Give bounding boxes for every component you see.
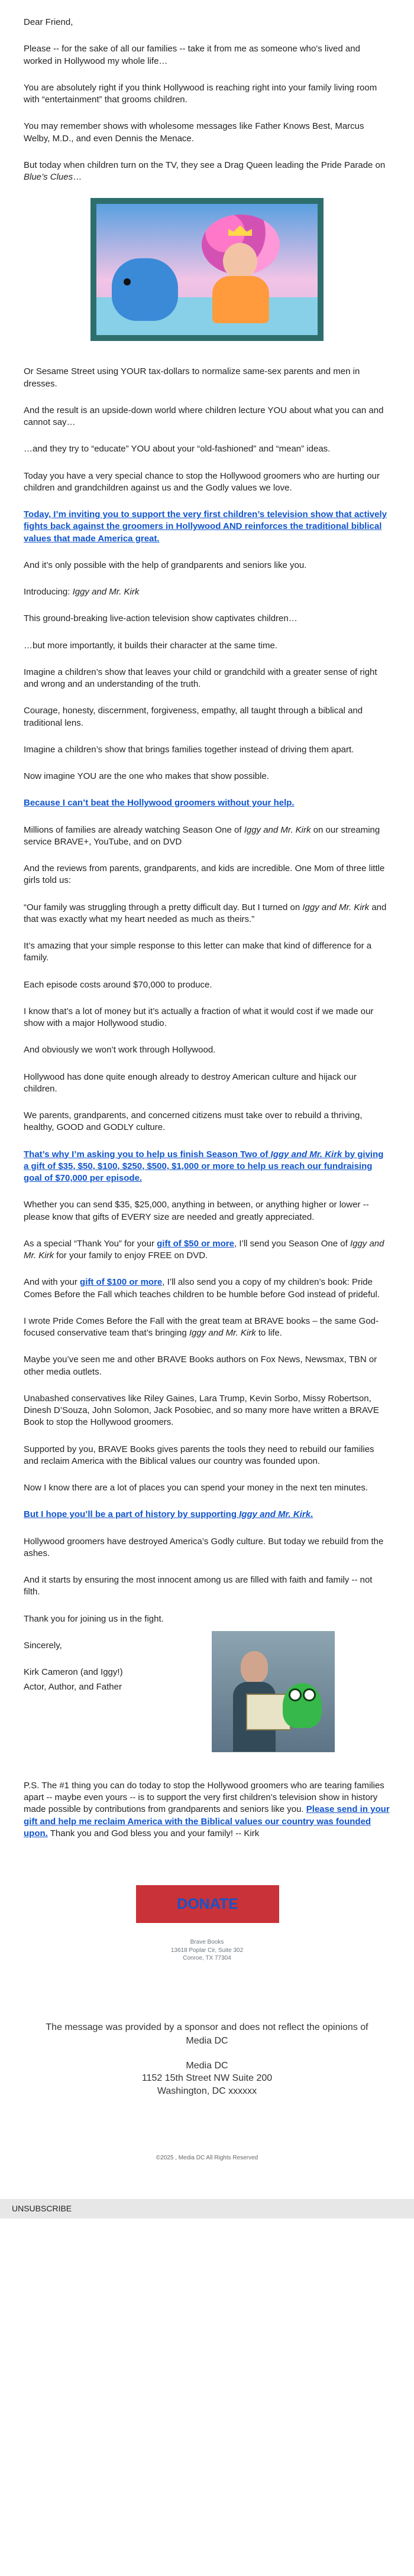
letter-paragraph: Hollywood groomers have destroyed America’s Godly culture. But today we rebuild from the ashes. [24,1536,384,1558]
signature-lines [24,1640,123,1697]
gift-hundred-link[interactable]: gift of $100 or more [80,1277,163,1288]
signature-block [24,1640,390,1765]
kirk-cameron-with-iggy-image [212,1631,335,1752]
letter-paragraph: Hollywood has done quite enough already to destroy American culture and hijack our children. [24,1071,357,1094]
show-title: Iggy and Mr. Kirk [244,824,311,835]
unsubscribe-link[interactable]: UNSUBSCRIBE [12,2203,72,2213]
signer-title: Actor, Author, and Father [24,1682,122,1693]
letter-paragraph: You are absolutely right if you think Hollywood is reaching right into your family living room with “entertainment” that grooms children. [24,82,377,105]
letter-paragraph [24,160,390,184]
character-face [223,243,257,280]
letter-paragraph: Now I know there are a lot of places you can spend your money in the next ten minutes. [24,1483,368,1493]
postscript-text: Thank you and God bless you and your family! -- Kirk [47,1828,260,1838]
letter-paragraph [24,797,390,809]
greeting: Dear Friend, [24,17,73,27]
testimonial-paragraph [24,902,390,926]
company-street: 1152 15th Street NW Suite 200 [141,2073,273,2084]
letter-paragraph [24,1315,390,1340]
link-fragment: But I hope you’ll be a part of history by supporting [24,1509,240,1520]
sponsor-footer [0,1963,414,2098]
text-fragment: and that was exactly what my heart needed as much as theirs.” [24,902,387,924]
show-title: Iggy and Mr. Kirk [239,1509,311,1520]
text-fragment: Introducing: [24,587,73,597]
letter-paragraph: And obviously we won’t work through Hollywood. [24,1045,216,1055]
letter-paragraph: …but more importantly, it builds their character at the same time. [24,640,278,651]
letter-paragraph: And it starts by ensuring the most innocent among us are filled with faith and family -- not filth. [24,1575,373,1597]
letter-paragraph: Imagine a children’s show that leaves your child or grandchild with a greater sense of right and wrong and an understanding of the truth. [24,667,377,689]
drag-queen-character [202,215,280,323]
brave-books-address [24,1923,390,1963]
company-name: Media DC [186,2060,228,2071]
postscript [24,1780,390,1840]
blue-dog-character [112,258,178,321]
text-fragment: But today when children turn on the TV, they see a Drag Queen leading the Pride Parade on [24,160,386,170]
donation-amount-link[interactable] [24,1149,383,1184]
text-fragment: Millions of families are already watching Season One of [24,824,244,835]
letter-paragraph: Imagine a children’s show that brings families together instead of driving them apart. [24,744,354,755]
need-help-link[interactable]: Because I can’t beat the Hollywood groomers without your help. [24,798,295,808]
letter-paragraph: Please -- for the sake of all our families -- take it from me as someone who's lived and worked in Hollywood my whole life… [24,44,360,66]
show-title: Blue’s Clues [24,172,73,182]
show-title: Iggy and Mr. Kirk [270,1149,342,1159]
letter-paragraph: And the result is an upside-down world where children lecture YOU about what you can and cannot say… [24,405,384,427]
donate-button[interactable]: DONATE [136,1885,279,1923]
letter-paragraph: It’s amazing that your simple response to this letter can make that kind of difference for a family. [24,941,372,963]
support-history-link[interactable] [24,1509,313,1519]
letter-paragraph: Or Sesame Street using YOUR tax-dollars to normalize same-sex parents and men in dresses. [24,366,360,389]
link-fragment: by giving a gift of $35, $50, $100, $250, $500, $1,000 or more to help us reach our fundraising goal of $70,000 per episode. [24,1149,384,1183]
letter-paragraph: Supported by you, BRAVE Books gives parents the tools they need to rebuild our families and reclaim America with the Biblical values our country was founded upon. [24,1444,374,1466]
iggy-puppet-icon [283,1683,322,1728]
letter-paragraph [24,1509,390,1521]
letter-paragraph [24,586,390,598]
text-fragment: , I’ll send you Season One of [234,1238,350,1249]
text-fragment: on our streaming service BRAVE+, YouTube, and on DVD [24,824,380,847]
link-fragment: . [310,1509,313,1520]
letter-paragraph: We parents, grandparents, and concerned citizens must take over to rebuild a thriving, healthy, GOOD and GODLY culture. [24,1110,363,1133]
gift-fifty-link[interactable]: gift of $50 or more [157,1238,234,1249]
letter-paragraph: Thank you for joining us in the fight. [24,1613,164,1624]
support-show-link[interactable]: Today, I’m inviting you to support the very first children’s television show that actively fights back against the groomers in Hollywood AND reinforces the traditional biblical values that made America great. [24,509,387,544]
company-city: Washington, DC xxxxxx [157,2086,257,2097]
donate-section [24,1854,390,1923]
letter-paragraph [24,509,390,545]
text-fragment: … [73,172,82,182]
orange-dress [212,276,269,323]
show-title: Iggy and Mr. Kirk [189,1328,256,1338]
org-street: 13618 Poplar Cir, Suite 302 [170,1947,244,1954]
letter-paragraph [24,1276,390,1301]
childrens-show-drag-queen-image [90,198,324,341]
letter-paragraph: And the reviews from parents, grandparents, and kids are incredible. One Mom of three little girls told us: [24,863,385,886]
letter-paragraph: Courage, honesty, discernment, forgiveness, empathy, all taught through a biblical and traditional lens. [24,706,363,728]
org-name: Brave Books [190,1939,224,1945]
unsubscribe-bar [0,2199,414,2218]
letter-paragraph: Unabashed conservatives like Riley Gaines, Lara Trump, Kevin Sorbo, Missy Robertson, Dinesh D’Souza, John Solomon, Jack Posobiec, and so many more have written a BRAVE Book to stop the Hollywood groomers. [24,1393,379,1428]
postscript-text: P.S. The #1 thing you can do today to stop the Hollywood groomers who are tearing families apart -- maybe even yours -- is to support the very first children’s television show in history made possible by contributions from grandparents and seniors like you. [24,1780,384,1815]
text-fragment: to life. [255,1328,282,1338]
copyright: ©2025 , Media DC All Rights Reserved [156,2154,258,2161]
text-fragment: I wrote Pride Comes Before the Fall with the great team at BRAVE books – the same God-focused conservative team that’s bringing [24,1315,379,1338]
letter-paragraph: This ground-breaking live-action television show captivates children… [24,613,297,624]
letter-paragraph [24,1238,390,1262]
show-title: Iggy and Mr. Kirk [302,902,370,912]
person-head [241,1651,268,1683]
letter-paragraph: Whether you can send $35, $25,000, anything in between, or anything higher or lower -- please know that gifts of EVERY size are needed and greatly appreciated. [24,1200,369,1222]
link-fragment: That’s why I’m asking you to help us finish Season Two of [24,1149,271,1159]
letter-paragraph: …and they try to “educate” YOU about your “old-fashioned” and “mean” ideas. [24,444,331,454]
signer-name: Kirk Cameron (and Iggy!) [24,1667,123,1677]
text-fragment: And with your [24,1277,80,1288]
text-fragment: As a special “Thank You” for your [24,1238,157,1249]
letter-paragraph: I know that’s a lot of money but it’s actually a fraction of what it would cost if we made our show with a major Hollywood studio. [24,1006,374,1028]
reclaim-america-link[interactable]: Please send in your gift and help me reclaim America with the Biblical values our country was founded upon. [24,1804,390,1838]
letter-paragraph: Each episode costs around $70,000 to produce. [24,979,212,990]
text-fragment: , I’ll also send you a copy of my children’s book: Pride Comes Before the Fall which teaches children to be humble before God instead of prideful. [24,1277,380,1300]
closing: Sincerely, [24,1640,62,1651]
letter-paragraph [24,1149,390,1185]
letter-paragraph: Now imagine YOU are the one who makes that show possible. [24,771,269,781]
email-body [24,0,390,1963]
letter-paragraph: Today you have a very special chance to stop the Hollywood groomers who are hurting our children and grandchildren against us and the Godly values we love. [24,470,380,493]
org-city: Conroe, TX 77304 [183,1955,231,1961]
show-title: Iggy and Mr. Kirk [72,587,140,597]
letter-paragraph: Maybe you’ve seen me and other BRAVE Books authors on Fox News, Newsmax, TBN or other media outlets. [24,1354,377,1377]
letter-paragraph: You may remember shows with wholesome messages like Father Knows Best, Marcus Welby, M.D., and even Dennis the Menace. [24,121,364,144]
show-title: Iggy and Mr. Kirk [24,1238,384,1261]
letter-paragraph: And it’s only possible with the help of grandparents and seniors like you. [24,560,307,570]
letter-paragraph [24,824,390,849]
text-fragment: “Our family was struggling through a pretty difficult day. But I turned on [24,902,303,912]
text-fragment: for your family to enjoy FREE on DVD. [54,1250,208,1261]
sponsor-disclaimer: The message was provided by a sponsor and does not reflect the opinions of Media DC [46,2022,368,2046]
